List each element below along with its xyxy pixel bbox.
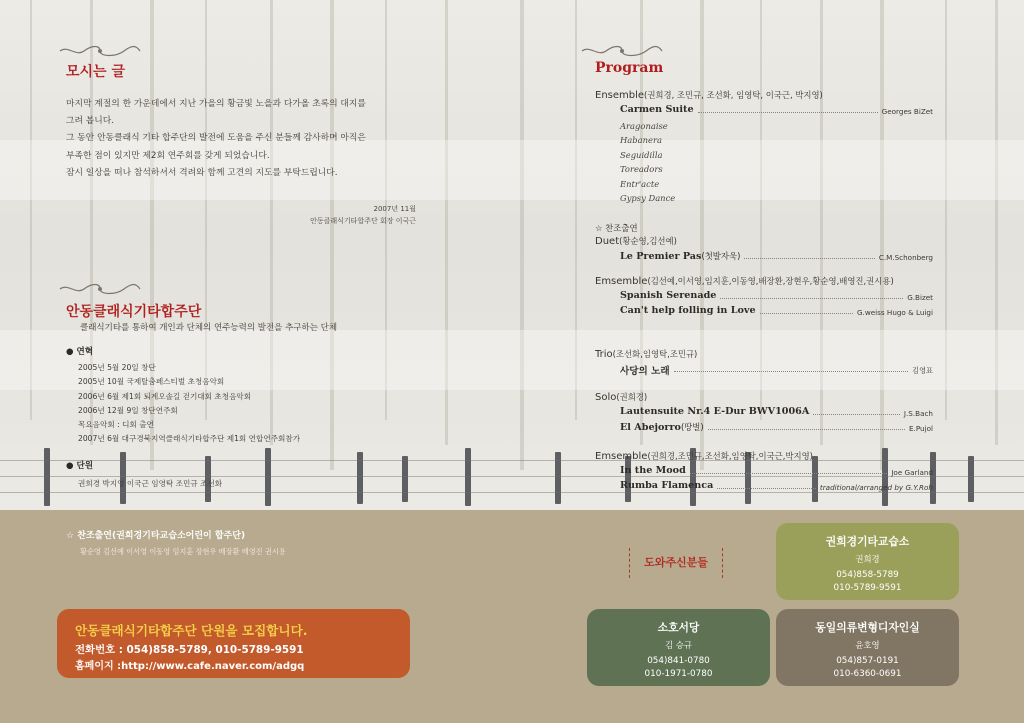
fence-post (882, 448, 888, 506)
ornament-icon (58, 44, 142, 58)
sponsor-person: 윤호영 (855, 640, 880, 650)
piece-name: Spanish Serenade (620, 290, 717, 301)
piece-name: Le Premier Pas (620, 251, 702, 262)
performer-type: Trio (595, 349, 613, 360)
piece-name: Can't help folling in Love (620, 305, 756, 316)
piece-title (620, 421, 704, 433)
performer-type: Duet (595, 236, 620, 247)
performer-type: Emsemble (595, 276, 648, 287)
fence-post (968, 456, 974, 502)
members-heading: ● 단원 (66, 461, 94, 471)
guest-ensemble-members: 황순영 김선예 이서영 이동영 임지훈 장현우 배장환 배영진 권시용 (80, 547, 286, 556)
tree-trunk (880, 0, 884, 470)
composer: E.Pujol (909, 424, 933, 433)
greeting-line: 잠시 일상을 떠나 참석하셔서 격려와 함께 고견의 지도를 부탁드립니다. (66, 167, 338, 178)
history-item: 2006년 12월 9일 창단연주회 (78, 405, 178, 415)
dotted-leader (720, 298, 903, 299)
sponsor-phone: 054)857-0191 (836, 656, 899, 666)
fence-wire (0, 476, 1024, 477)
performer-names: (권희경) (616, 392, 648, 402)
program-title: Program (595, 60, 664, 76)
performer-group (595, 391, 647, 403)
fence-post (402, 456, 408, 502)
history-item: 2005년 10월 국제탈춤페스티벌 초청음악회 (78, 377, 225, 387)
sponsor-phone: 010-5789-9591 (833, 583, 902, 593)
performer-names: (권희경, 조민규, 조선화, 임영탁, 이국근, 박지영) (644, 90, 823, 100)
piece-title (620, 406, 809, 417)
group-title: 안동클래식기타합주단 (66, 304, 202, 320)
composer: traditional/arranged by G.Y.Roh (819, 483, 933, 492)
history-item: 2005년 5월 20일 창단 (78, 363, 156, 372)
dotted-leader (674, 371, 908, 372)
piece-title (620, 480, 713, 491)
sponsor-card (776, 609, 959, 686)
greeting-text (66, 96, 428, 182)
history-heading: ● 연혁 (66, 347, 94, 357)
movement-title: Seguidilla (620, 150, 663, 160)
history-list (78, 361, 300, 447)
composer: Joe Garland (891, 468, 933, 477)
dotted-leader (744, 258, 874, 259)
composer: G.weiss Hugo & Luigi (856, 308, 933, 317)
performer-group (595, 235, 677, 247)
sponsor-person: 김 승규 (665, 640, 692, 650)
performer-type: Emsemble (595, 451, 648, 462)
piece-korean-title: (첫발자욱) (701, 251, 741, 261)
fence-post (465, 448, 471, 506)
dotted-leader (717, 488, 816, 489)
sponsor-name: 권희경기타교습소 (825, 535, 910, 548)
performer-names: (황순영,김선예) (619, 236, 677, 246)
dotted-leader (690, 473, 888, 474)
sponsor-phone: 010-1971-0780 (644, 669, 713, 679)
recruit-box (57, 609, 410, 678)
piece-korean-title: (땅벌) (680, 422, 704, 432)
movement-title: Entr'acte (620, 179, 660, 189)
performer-type: Solo (595, 392, 617, 403)
performer-names: (권희경,조민규,조선화,임영탁,이국근,박지영) (647, 451, 813, 461)
dotted-leader (708, 429, 905, 430)
piece-title (620, 305, 756, 316)
piece-name: 사당의 노래 (620, 366, 670, 377)
piece-name: Lautensuite Nr.4 E-Dur BWV1006A (620, 406, 810, 417)
dotted-leader (698, 112, 878, 113)
movement-title: Aragonaise (620, 121, 668, 131)
star-guest-label: ☆ 찬조출연 (595, 223, 638, 233)
ornament-icon (580, 44, 664, 58)
recruit-phone: 전화번호 : 054)858-5789, 010-5789-9591 (75, 644, 304, 656)
history-item: 목요음악회 : 디회 출연 (78, 420, 154, 430)
fence-post (44, 448, 50, 506)
composer: Georges BiZet (881, 107, 933, 116)
piece-name: In the Mood (620, 465, 686, 476)
composer: G.Bizet (907, 293, 933, 302)
greeting-line: 그 동안 안동클래식 기타 합주단의 발전에 도움을 주신 분들께 감사하며 아직은 (66, 133, 366, 144)
sponsor-card (587, 609, 770, 686)
sponsor-name: 소호서당 (657, 621, 700, 634)
sponsor-card (776, 523, 959, 600)
composer: J.S.Bach (903, 409, 933, 418)
piece-title (620, 250, 740, 262)
piece-name: Carmen Suite (620, 104, 694, 115)
tree-trunk (700, 0, 704, 470)
greeting-signature: 안동클래식기타합주단 회장 이국근 (310, 217, 416, 225)
dotted-leader (813, 414, 900, 415)
performer-names: (김선예,이서영,임지훈,이동영,배장환,장현우,황순영,배영진,권시용) (647, 276, 894, 286)
performer-group (595, 348, 697, 360)
sponsor-name: 동일의류변형디자인실 (815, 621, 920, 634)
movement-title: Habanera (620, 135, 662, 145)
sponsor-person: 권희경 (855, 554, 880, 564)
recruit-title: 안동클래식기타합주단 단원을 모집합니다. (75, 623, 308, 638)
members-list: 권희경 박지영 이국근 임영탁 조민규 조선화 (78, 479, 223, 488)
greeting-date: 2007년 11월 (373, 205, 416, 213)
movement-title: Gypsy Dance (620, 193, 676, 203)
piece-title (620, 104, 694, 115)
tree-trunk (520, 0, 524, 470)
fence-post (812, 456, 818, 502)
performer-group (595, 275, 894, 287)
sponsor-phone: 054)841-0780 (647, 656, 710, 666)
piece-name: Rumba Flamenca (620, 480, 714, 491)
fence-wire (0, 460, 1024, 461)
piece-title (620, 363, 670, 377)
helpers-label: 도와주신분들 (629, 548, 723, 578)
piece-title (620, 290, 716, 301)
fence-wire (0, 492, 1024, 493)
guest-ensemble-title: ☆ 찬조출연(권희경기타교습소어린이 합주단) (66, 531, 246, 541)
sponsor-phone: 054)858-5789 (836, 570, 899, 580)
composer: 김영표 (912, 366, 933, 375)
history-item: 2006년 6월 제1회 퇴계오솔길 걷기대회 초청음악회 (78, 391, 252, 401)
performer-group (595, 450, 813, 462)
greeting-line: 마지막 계절의 한 가운데에서 지난 가을의 황금빛 노을과 다가올 초록의 대지를 (66, 99, 366, 109)
movement-title: Toreadors (620, 164, 663, 174)
group-subtitle: 클래식기타를 통하여 개인과 단체의 연주능력의 발전을 추구하는 단체 (80, 323, 338, 333)
greeting-title: 모시는 글 (66, 64, 125, 80)
ornament-icon (58, 282, 142, 296)
fence-post (265, 448, 271, 506)
greeting-line: 부족한 점이 있지만 제2회 연주회를 갖게 되었습니다. (66, 150, 270, 161)
performer-group (595, 89, 823, 101)
performer-names: (조선화,임영탁,조민규) (612, 349, 698, 359)
performer-type: Ensemble (595, 90, 645, 101)
sponsor-phone: 010-6360-0691 (833, 669, 902, 679)
tree-trunk (330, 0, 334, 470)
composer: C.M.Schonberg (878, 253, 933, 262)
fence-post (625, 456, 631, 502)
piece-name: El Abejorro (620, 422, 681, 433)
recruit-homepage[interactable]: 홈페이지 :http://www.cafe.naver.com/adgq (75, 661, 305, 672)
dotted-leader (760, 313, 853, 314)
history-item: 2007년 6월 대구경북지역클래식기타합주단 제1회 연합연주회참가 (78, 434, 301, 444)
greeting-line: 그려 봅니다. (66, 116, 115, 127)
piece-title (620, 465, 686, 476)
